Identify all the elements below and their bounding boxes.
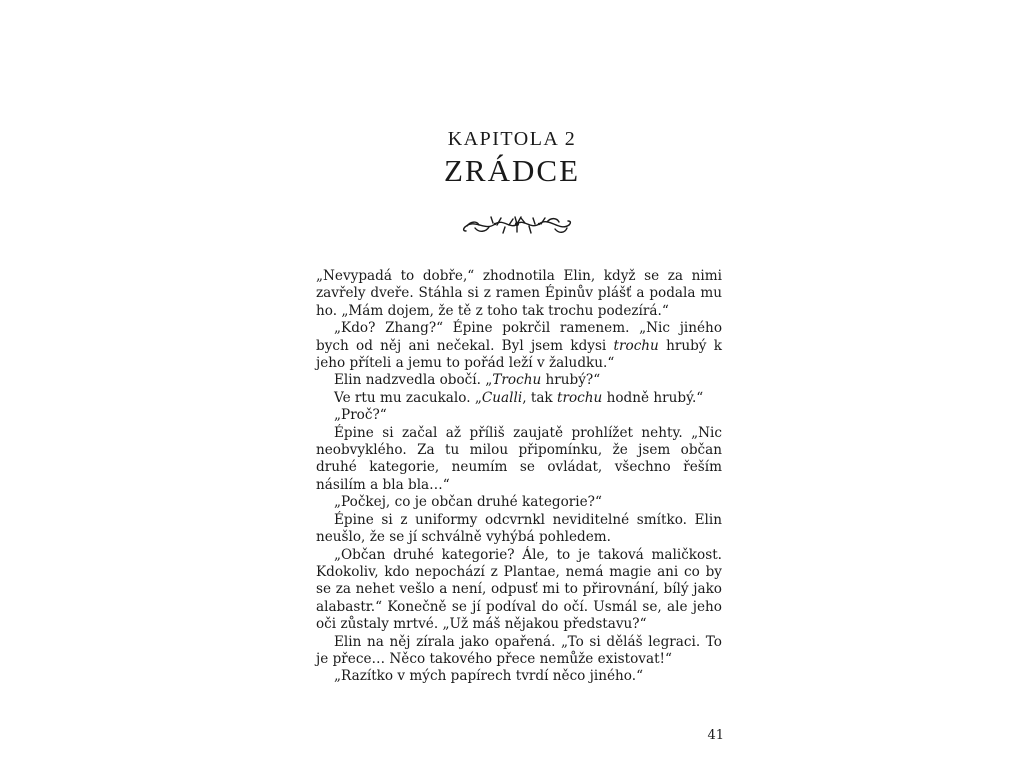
chapter-label: KAPITOLA 2 xyxy=(447,128,577,150)
paragraph xyxy=(316,547,722,634)
text-run: Épine si z uniformy odcvrnkl neviditelné smítko. Elin neušlo, že se jí schválně vyhýbá pohledem. xyxy=(316,511,722,546)
paragraph xyxy=(316,668,722,685)
paragraph xyxy=(316,425,722,495)
text-run: „Nevypadá to dobře,“ zhodnotila Elin, když se za nimi zavřely dveře. Stáhla si z ramen Épinův plášť a podala mu ho. „Mám dojem, že tě z toho tak trochu podezírá.“ xyxy=(316,268,722,319)
vine-ornament-icon xyxy=(461,212,573,238)
paragraph xyxy=(316,407,722,424)
italic-run: trochu xyxy=(613,337,659,354)
text-run: Elin na něj zírala jako opařená. „To si děláš legraci. To je přece… Něco takového přece nemůže existovat!“ xyxy=(316,633,722,667)
text-run: hrubý k jeho příteli a jemu to pořád leží v žaludku.“ xyxy=(316,337,722,372)
text-run: „Občan druhé kategorie? Ále, to je taková maličkost. Kdokoliv, kdo nepochází z Plantae, nemá magie ani co by se za nehet vešlo a není, odpusť mi to přirovnání, bílý jako alabastr.“ Konečně se jí podíval do očí. Usmál se, ale jeho oči zůstaly mrtvé. „Už máš nějakou představu?“ xyxy=(316,546,722,633)
italic-run: trochu xyxy=(557,389,603,406)
paragraph xyxy=(316,634,722,669)
paragraph xyxy=(316,320,722,372)
italic-run: Cualli xyxy=(481,389,523,406)
text-run: Ve rtu mu zacukalo. „ xyxy=(334,389,482,406)
paragraph xyxy=(316,268,722,320)
page-number: 41 xyxy=(707,728,724,743)
text-run: hrubý?“ xyxy=(541,372,601,389)
paragraph xyxy=(316,390,722,407)
text-run: hodně hrubý.“ xyxy=(602,389,704,406)
paragraph xyxy=(316,494,722,511)
text-run: Épine si začal až příliš zaujatě prohlížet nehty. „Nic neobvyklého. Za tu milou připomínku, že jsem občan druhé kategorie, neumím se ovládat, všechno řeším násilím a bla bla…“ xyxy=(316,424,722,493)
italic-run: Trochu xyxy=(492,372,542,389)
text-run: , tak xyxy=(522,389,557,406)
chapter-title: ZRÁDCE xyxy=(444,153,580,188)
text-run: „Kdo? Zhang?“ Épine pokrčil ramenem. „Nic jiného bych od něj ani nečekal. Byl jsem kdysi xyxy=(316,320,722,354)
text-run: „Počkej, co je občan druhé kategorie?“ xyxy=(334,494,602,511)
text-run: Elin nadzvedla obočí. „ xyxy=(334,372,493,389)
body-text xyxy=(316,268,722,686)
text-run: „Razítko v mých papírech tvrdí něco jiného.“ xyxy=(334,668,644,685)
paragraph xyxy=(316,512,722,547)
paragraph xyxy=(316,372,722,389)
text-run: „Proč?“ xyxy=(334,407,387,424)
